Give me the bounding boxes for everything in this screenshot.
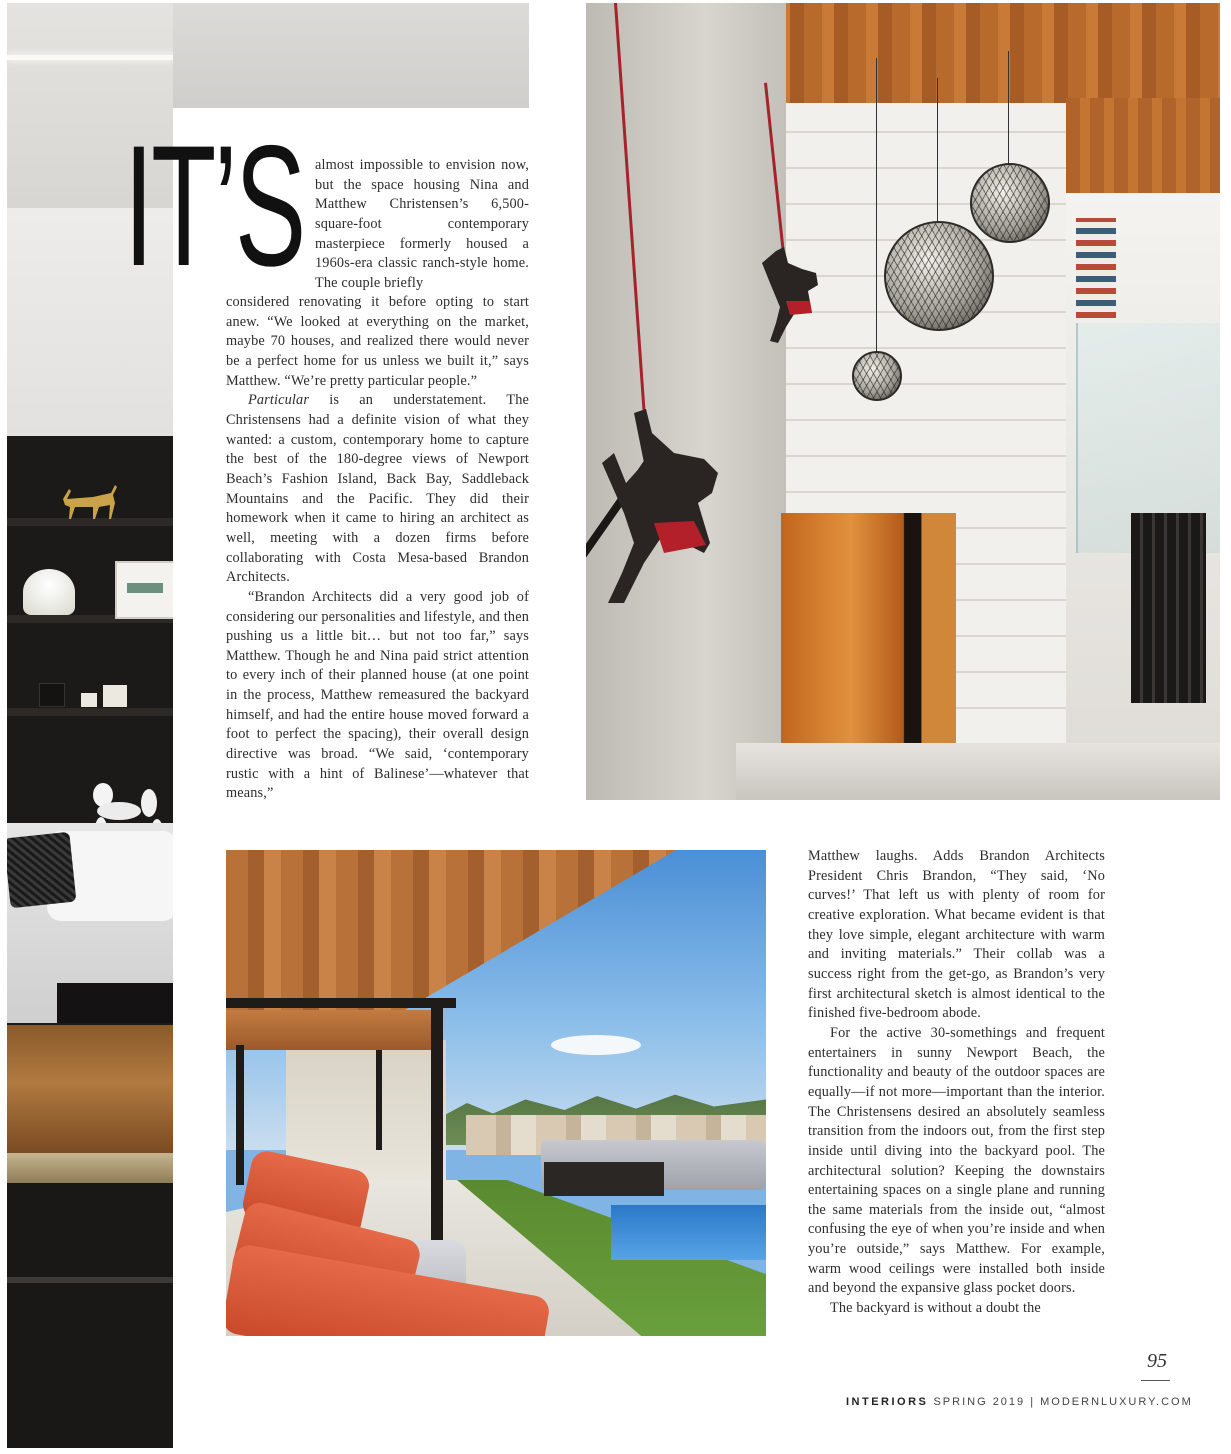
dark-chair xyxy=(57,983,173,1023)
intro-lines: almost impossible to envision now, but the space housing Nina and Matthew Christensen’s 6,500-square-foot contemporary masterpiece formerly housed a 1960s-era classic ranch-style home. The couple briefly xyxy=(315,157,529,291)
paragraph: considered renovating it before opting to start anew. “We looked at everything on the market, maybe 70 houses, and realized there would never be a perfect home for us unless we built it,” says Matthew. “We’re pretty particular people.” xyxy=(226,294,529,389)
cabinet-line xyxy=(7,1277,173,1283)
cloud xyxy=(551,1035,641,1055)
concrete-climbing-wall xyxy=(586,3,786,800)
article-column-left xyxy=(226,293,529,804)
decor-cube xyxy=(81,693,97,707)
steel-column xyxy=(431,1000,443,1250)
paragraph-text: is an understatement. The Christensens had a definite vision of what they wanted: a custom, contemporary home to capture the best of the 180-degree views of Newport Beach’s Fashion Island, Back Bay, Saddleback Mountains and the Pacific. They did their homework when it came to hiring an architect as well, meeting with a dozen firms before collaborating with Costa Mesa-based Brandon Architects. xyxy=(226,392,529,586)
issue-and-url: SPRING 2019 | MODERNLUXURY.COM xyxy=(928,1396,1193,1408)
ceiling-continuation xyxy=(173,3,529,108)
floor xyxy=(736,743,1220,800)
paragraph: Matthew laughs. Adds Brandon Architects President Chris Brandon, “They said, ‘No curves!’ That left us with plenty of room for creative exploration. What became evident is that they love simple, elegant architecture with warm and inviting materials.” Their collab was a success right from the get-go, as Brandon’s very first architectural sketch is almost identical to the finished five-bedroom abode. xyxy=(808,848,1105,1022)
fire-pit xyxy=(544,1162,664,1196)
outdoor-patio-photo xyxy=(226,850,766,1336)
wood-ceiling-soffit xyxy=(1066,98,1220,193)
pendant-light-large xyxy=(884,221,994,331)
wood-ceiling xyxy=(716,3,1220,103)
magazine-name: INTERIORS xyxy=(846,1396,929,1408)
climber-sculpture-small xyxy=(756,243,826,348)
white-flower-arrangement xyxy=(23,569,75,615)
wall-art-grid xyxy=(1076,218,1116,318)
magazine-footer xyxy=(846,1396,1193,1408)
pendant-light-small xyxy=(852,351,902,401)
wood-table xyxy=(7,1025,173,1153)
italic-word: Particular xyxy=(248,392,310,409)
page-number-rule xyxy=(1141,1380,1170,1381)
steel-column xyxy=(376,1050,382,1150)
pendant-cord xyxy=(937,78,938,228)
paragraph xyxy=(226,391,529,588)
gold-deer-figurine xyxy=(55,481,125,521)
decor-cube xyxy=(103,685,127,707)
paragraph: “Brandon Architects did a very good job of considering our personalities and lifestyle, and then pushing us a little bit… but not too far,” says Matthew. Though he and Nina paid strict attention to every inch of their planned house (at one point in the process, Matthew remeasured the backyard himself, and had the entire house moved forward a foot to perfect the spacing), their overall design directive was broad. “We said, ‘contemporary rustic with a hint of Balinese’—whatever that means,” xyxy=(226,588,529,802)
wood-patio-ceiling-lower xyxy=(226,1010,436,1050)
pendant-light-medium xyxy=(970,163,1050,243)
steel-column xyxy=(236,1045,244,1185)
article-text-intro xyxy=(315,156,529,294)
climber-sculpture-large xyxy=(594,403,724,618)
paragraph: For the active 30-somethings and frequent entertainers in sunny Newport Beach, the functionality and beauty of the outdoor spaces are equally—if not more—important than the interior. The Christensens desired an absolutely seamless transition from the indoors out, from the first step inside until diving into the backyard pool. The architectural solution? Keeping the downstairs entertaining spaces on a single plane and running the same materials from the inside out, “almost confusing the eye of when you’re inside and when you’re outside,” says Matthew. For example, warm wood ceilings were installed both inside and beyond the expansive glass pocket doors. xyxy=(808,1024,1105,1297)
paragraph: The backyard is without a doubt the xyxy=(830,1300,1041,1317)
pool xyxy=(611,1205,766,1260)
black-pillow xyxy=(7,832,76,909)
live-edge xyxy=(7,1153,173,1183)
article-column-right xyxy=(808,847,1105,1319)
decor-cube xyxy=(39,683,65,707)
picture-frame xyxy=(115,561,173,619)
drop-cap: IT’S xyxy=(124,110,304,302)
shelf xyxy=(7,708,173,716)
stairwell-climbing-wall-photo xyxy=(586,3,1220,800)
ceiling-light-strip xyxy=(7,55,173,60)
wine-storage xyxy=(1131,513,1206,703)
page-number: 95 xyxy=(1147,1350,1167,1372)
dark-cabinet xyxy=(7,1183,173,1448)
pendant-cord xyxy=(876,58,877,358)
pendant-cord xyxy=(1008,51,1009,167)
steel-beam xyxy=(226,998,456,1008)
